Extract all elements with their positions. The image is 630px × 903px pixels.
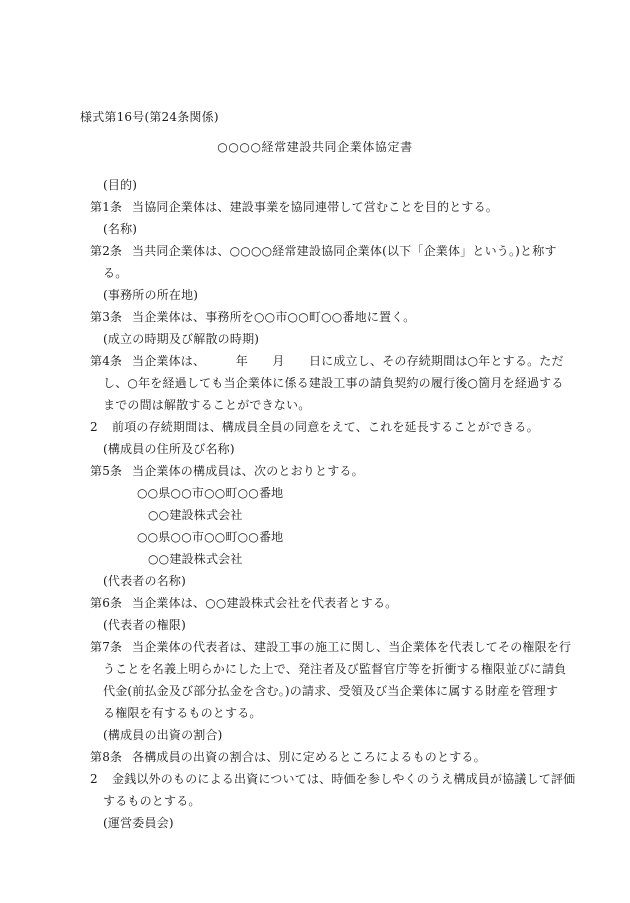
member-1-name: ○○建設株式会社 (148, 508, 243, 522)
article-number: 第4条 (90, 354, 123, 368)
article-text: 当企業体は、○○建設株式会社を代表者とする。 (132, 596, 398, 610)
form-number: 様式第16号(第24条関係) (80, 110, 219, 124)
article-number: 第2条 (90, 244, 123, 258)
article-2-continuation: る。 (103, 266, 128, 280)
article-8-paragraph-2-continuation: するものとする。 (103, 794, 201, 808)
article-2-heading: (名称) (103, 222, 138, 236)
paragraph-text: 前項の存続期間は、構成員全員の同意をえて、これを延長することができる。 (112, 420, 539, 434)
article-1 (90, 200, 498, 214)
article-text: 当企業体の構成員は、次のとおりとする。 (132, 464, 364, 478)
article-7 (90, 640, 571, 654)
article-number: 第3条 (90, 310, 123, 324)
article-number: 第7条 (90, 640, 123, 654)
article-4 (90, 354, 564, 368)
article-4-continuation-2: までの間は解散することができない。 (103, 398, 311, 412)
article-7-heading: (代表者の権限) (103, 618, 186, 632)
article-6 (90, 596, 397, 610)
article-2 (90, 244, 557, 258)
article-4-heading: (成立の時期及び解散の時期) (103, 332, 260, 346)
paragraph-text: 金銭以外のものによる出資については、時価を参しやくのうえ構成員が協議して評価 (112, 772, 576, 786)
article-4-continuation-1: し、○年を経過しても当企業体に係る建設工事の請負契約の履行後○箇月を経過する (103, 376, 564, 390)
member-2-address: ○○県○○市○○町○○番地 (137, 530, 284, 544)
article-7-continuation-3: る権限を有するものとする。 (103, 706, 262, 720)
article-3-heading: (事務所の所在地) (103, 288, 199, 302)
article-3 (90, 310, 415, 324)
article-7-continuation-1: うことを名義上明らかにした上で、発注者及び監督官庁等を折衝する権限並びに請負 (103, 662, 567, 676)
paragraph-number: 2 (90, 772, 98, 786)
article-8-paragraph-2 (90, 772, 575, 786)
article-text: 当協同企業体は、建設事業を協同連帯して営むことを目的とする。 (132, 200, 499, 214)
article-5 (90, 464, 364, 478)
article-text: 当共同企業体は、○○○○経常建設協同企業体(以下「企業体」という。)と称す (132, 244, 557, 258)
article-7-continuation-2: 代金(前払金及び部分払金を含む。)の請求、受領及び当企業体に属する財産を管理す (103, 684, 559, 698)
article-9-heading: (運営委員会) (103, 816, 174, 830)
paragraph-number: 2 (90, 420, 98, 434)
article-number: 第8条 (90, 750, 123, 764)
article-4-paragraph-2 (90, 420, 539, 434)
article-text: 当企業体の代表者は、建設工事の施工に関し、当企業体を代表してその権限を行 (132, 640, 572, 654)
article-8-heading: (構成員の出資の割合) (103, 728, 223, 742)
document-title: ○○○○経常建設共同企業体協定書 (217, 140, 413, 154)
article-text: 当企業体は、事務所を○○市○○町○○番地に置く。 (132, 310, 416, 324)
article-number: 第6条 (90, 596, 123, 610)
article-8 (90, 750, 486, 764)
article-text: 当企業体は、 年 月 日に成立し、その存続期間は○年とする。ただ (132, 354, 564, 368)
article-text: 各構成員の出資の割合は、別に定めるところによるものとする。 (132, 750, 486, 764)
article-number: 第5条 (90, 464, 123, 478)
member-2-name: ○○建設株式会社 (148, 552, 243, 566)
article-5-heading: (構成員の住所及び名称) (103, 442, 235, 456)
article-6-heading: (代表者の名称) (103, 574, 186, 588)
article-1-heading: (目的) (103, 178, 138, 192)
member-1-address: ○○県○○市○○町○○番地 (137, 486, 284, 500)
article-number: 第1条 (90, 200, 123, 214)
